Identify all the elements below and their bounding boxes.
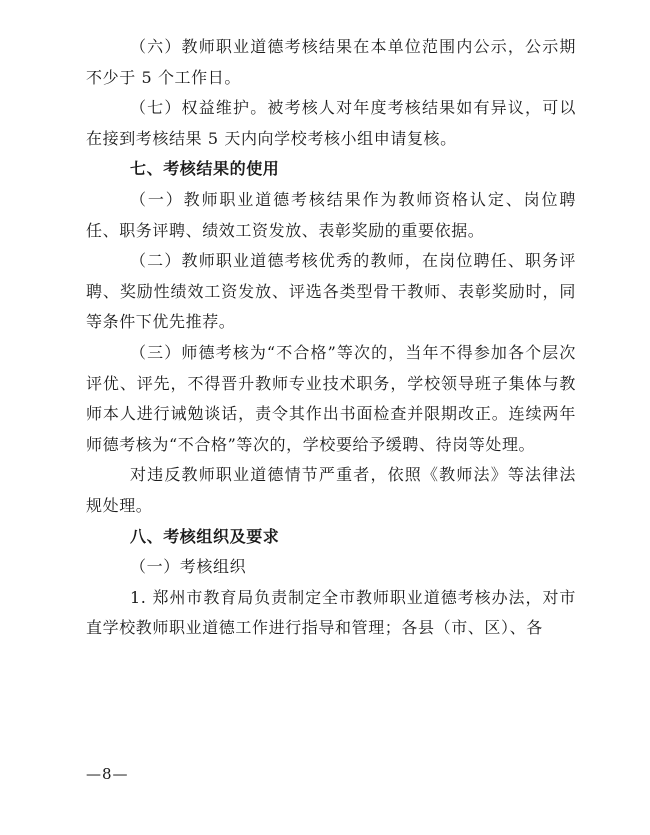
document-body xyxy=(86,32,576,644)
section-7-heading: 七、考核结果的使用 xyxy=(130,159,280,179)
section-7-item-2: （二）教师职业道德考核优秀的教师，在岗位聘任、职务评聘、奖励性绩效工资发放、评选各类型骨干教师、表彰奖励时，同等条件下优先推荐。 xyxy=(86,251,576,332)
section-7-item-1: （一）教师职业道德考核结果作为教师资格认定、岗位聘任、职务评聘、绩效工资发放、表彰奖励的重要依据。 xyxy=(86,189,576,240)
section-8-heading: 八、考核组织及要求 xyxy=(130,526,280,546)
section-7-item-4: 对违反教师职业道德情节严重者，依照《教师法》等法律法规处理。 xyxy=(86,465,576,515)
section-8-item-1: 1. 郑州市教育局负责制定全市教师职业道德考核办法，对市直学校教师职业道德工作进行指导和管理；各县（市、区）、各 xyxy=(86,587,576,638)
page-number: —8— xyxy=(86,765,129,783)
section-8-subheading: （一）考核组织 xyxy=(130,557,247,577)
paragraph-rights: （七）权益维护。被考核人对年度考核结果如有异议，可以在接到考核结果 5 天内向学校考核小组申请复核。 xyxy=(86,98,576,148)
section-7-item-3: （三）师德考核为“不合格”等次的，当年不得参加各个层次评优、评先，不得晋升教师专业技术职务，学校领导班子集体与教师本人进行诫勉谈话，责令其作出书面检查并限期改正。连续两年师德考核为“不合格”等次的，学校要给予缓聘、待岗等处理。 xyxy=(86,342,576,454)
paragraph-publicity: （六）教师职业道德考核结果在本单位范围内公示，公示期不少于 5 个工作日。 xyxy=(86,37,576,87)
